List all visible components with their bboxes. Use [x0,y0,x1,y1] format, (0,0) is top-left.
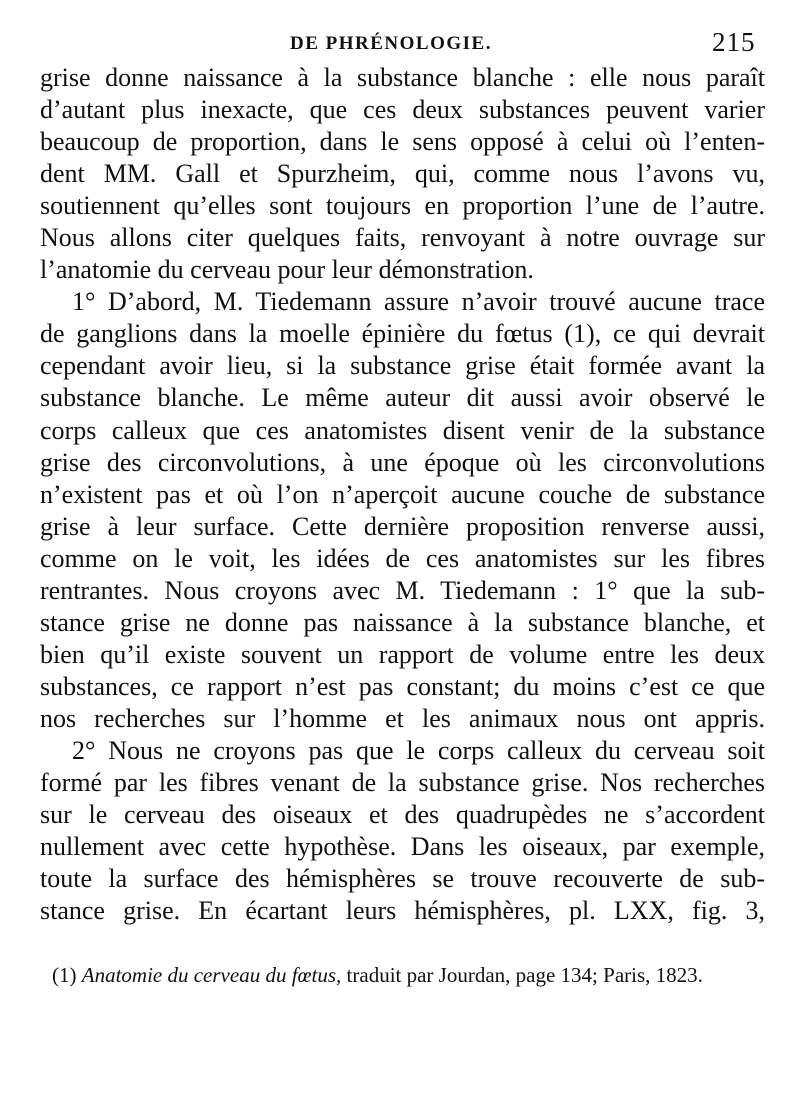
text-line: nos recherches sur l’homme et les animaux nous ont appris. [40,703,765,733]
text-line: n’existent pas et où l’on n’aperçoit aucune couche de substance [40,479,765,509]
running-title: DE PHRÉNOLOGIE. [290,33,492,54]
text-line: 2° Nous ne croyons pas que le corps calleux du cerveau soit [72,735,765,765]
footnote-title: Anatomie du cerveau du fœtus, [81,963,342,987]
text-line: grise des circonvolutions, à une époque où les circonvolutions [40,447,765,477]
text-line: rentrantes. Nous croyons avec M. Tiedemann : 1° que la sub- [40,575,765,605]
text-line: nullement avec cette hypothèse. Dans les oiseaux, par exemple, [40,832,765,862]
text-line: bien qu’il existe souvent un rapport de volume entre les deux [40,639,765,669]
text-line: l’anatomie du cerveau pour leur démonstration. [40,255,534,285]
text-line: toute la surface des hémisphères se trouve recouverte de sub- [40,864,765,894]
text-line: grise donne naissance à la substance blanche : elle nous paraît [40,63,765,92]
text-line: cependant avoir lieu, si la substance grise était formée avant la [40,351,765,381]
text-line: substance blanche. Le même auteur dit aussi avoir observé le [40,383,765,413]
footnote-marker: (1) [52,963,77,987]
text-line: corps calleux que ces anatomistes disent venir de la substance [40,415,765,445]
text-line: Nous allons citer quelques faits, renvoyant à notre ouvrage sur [40,223,765,253]
text-line: 1° D’abord, M. Tiedemann assure n’avoir trouvé aucune trace [72,287,765,317]
text-line: formé par les fibres venant de la substance grise. Nos recherches [40,768,765,798]
text-line: de ganglions dans la moelle épinière du fœtus (1), ce qui devrait [40,319,765,349]
text-line: grise à leur surface. Cette dernière proposition renverse aussi, [40,511,765,541]
body-text [40,62,765,927]
text-line: beaucoup de proportion, dans le sens opposé à celui où l’enten- [40,127,765,157]
text-line: dent MM. Gall et Spurzheim, qui, comme nous l’avons vu, [40,159,765,189]
text-line: substances, ce rapport n’est pas constant; du moins c’est ce que [40,671,765,701]
text-line: soutiennent qu’elles sont toujours en proportion l’une de l’autre. [40,191,765,221]
footnote [52,960,767,990]
text-line: comme on le voit, les idées de ces anatomistes sur les fibres [40,543,765,573]
page-number: 215 [712,27,756,57]
text-line: stance grise ne donne pas naissance à la substance blanche, et [40,607,765,637]
text-line: stance grise. En écartant leurs hémisphères, pl. LXX, fig. 3, [40,896,765,926]
footnote-text: traduit par Jourdan, page 134; Paris, 1823. [346,963,703,987]
running-head [0,24,800,60]
text-line: sur le cerveau des oiseaux et des quadrupèdes ne s’accordent [40,800,765,830]
text-line: d’autant plus inexacte, que ces deux substances peuvent varier [40,95,765,125]
